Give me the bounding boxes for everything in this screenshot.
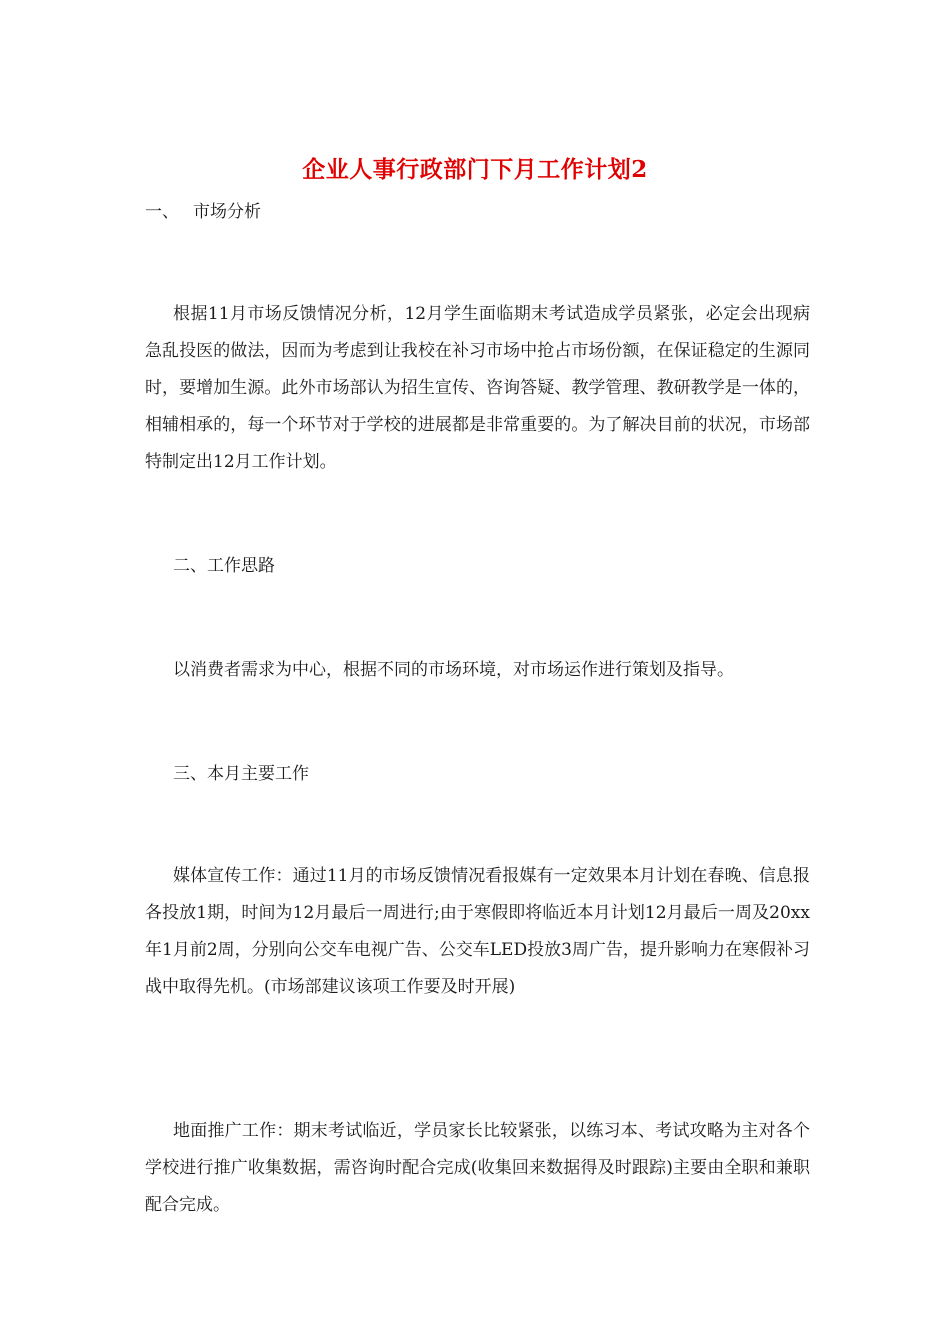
paragraph-ground-promotion: 地面推广工作：期末考试临近，学员家长比较紧张，以练习本、考试攻略为主对各个学校进行推广收集数据，需咨询时配合完成(收集回来数据得及时跟踪)主要由全职和兼职配合完成。 [145, 1121, 810, 1215]
section-heading-main-work: 三、本月主要工作 [173, 764, 309, 784]
paragraph-market-analysis: 根据11月市场反馈情况分析，12月学生面临期末考试造成学员紧张，必定会出现病急乱投医的做法，因而为考虑到让我校在补习市场中抢占市场份额，在保证稳定的生源同时，要增加生源。此外市场部认为招生宣传、咨询答疑、教学管理、教研教学是一体的，相辅相承的，每一个环节对于学校的进展都是非常重要的。为了解决目前的状况，市场部特制定出12月工作计划。 [145, 304, 810, 472]
section-number: 一、 [145, 202, 179, 222]
paragraph-work-approach: 以消费者需求为中心，根据不同的市场环境，对市场运作进行策划及指导。 [173, 660, 734, 680]
document-title: 企业人事行政部门下月工作计划2 [302, 156, 648, 183]
section-heading-work-approach: 二、工作思路 [173, 556, 275, 576]
section-heading-market-analysis [145, 198, 261, 226]
paragraph-media-promotion: 媒体宣传工作：通过11月的市场反馈情况看报媒有一定效果本月计划在春晚、信息报各投放1期，时间为12月最后一周进行;由于寒假即将临近本月计划12月最后一周及20xx年1月前2周，分别向公交车电视广告、公交车LED投放3周广告，提升影响力在寒假补习战中取得先机。(市场部建议该项工作要及时开展) [145, 866, 810, 997]
section-heading-text: 市场分析 [193, 202, 261, 222]
